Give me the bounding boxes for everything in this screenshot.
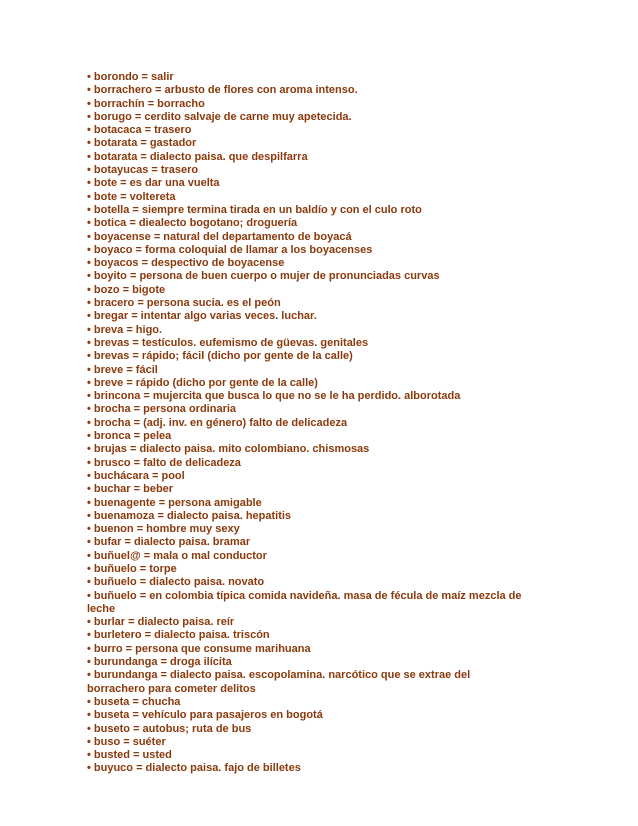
glossary-entry: • buso = suéter (87, 735, 166, 748)
glossary-entry: • buñuelo = torpe (87, 562, 177, 575)
glossary-entry: • boyito = persona de buen cuerpo o mujer de pronunciadas curvas (87, 270, 440, 283)
glossary-entry: • buñuelo = en colombia típica comida navideña. masa de fécula de maíz mezcla de leche (87, 589, 522, 615)
glossary-entry: • breve = fácil (87, 363, 158, 376)
glossary-entry: • botacaca = trasero (87, 124, 192, 137)
glossary-entry: • buenagente = persona amigable (87, 496, 262, 509)
glossary-entry: • borondo = salir (87, 71, 174, 83)
glossary-entry: • bracero = persona sucia. es el peón (87, 297, 281, 310)
glossary-entry: • boyacos = despectivo de boyacense (87, 257, 285, 270)
glossary-entry: • bote = es dar una vuelta (87, 177, 220, 190)
glossary-entry: • botica = diealecto bogotano; droguería (87, 217, 298, 230)
glossary-entry: • brincona = mujercita que busca lo que no se le ha perdido. alborotada (87, 390, 461, 403)
glossary-entry: • buchácara = pool (87, 469, 185, 482)
glossary-entry: • botarata = gastador (87, 137, 197, 150)
glossary-entry: • buseta = vehículo para pasajeros en bogotá (87, 709, 323, 722)
glossary-entry: • borrachín = borracho (87, 97, 205, 110)
glossary-entry: • buñuel@ = mala o mal conductor (87, 549, 267, 562)
glossary-entry: • bregar = intentar algo varias veces. luchar. (87, 310, 317, 323)
glossary-entry: • buñuelo = dialecto paisa. novato (87, 576, 265, 589)
glossary-entry: • botella = siempre termina tirada en un baldío y con el culo roto (87, 203, 422, 216)
glossary-entry: • brevas = testículos. eufemismo de güevas. genitales (87, 336, 369, 349)
glossary-entry: • buseta = chucha (87, 695, 181, 708)
glossary-entry: • brocha = persona ordinaria (87, 403, 237, 416)
glossary-entry: • bronca = pelea (87, 430, 172, 443)
glossary-entry: • buenon = hombre muy sexy (87, 523, 240, 536)
glossary-entry: • burundanga = dialecto paisa. escopolamina. narcótico que se extrae del borrachero para cometer delitos (87, 669, 471, 695)
glossary-entry: • burletero = dialecto paisa. triscón (87, 629, 270, 642)
glossary-entry: • brevas = rápido; fácil (dicho por gente de la calle) (87, 350, 353, 363)
glossary-entry: • buseto = autobus; ruta de bus (87, 722, 252, 735)
glossary-entry: • botarata = dialecto paisa. que despilfarra (87, 150, 308, 163)
glossary-entry: • buenamoza = dialecto paisa. hepatitis (87, 509, 292, 522)
glossary-entry: • breva = higo. (87, 323, 163, 336)
glossary-entry: • brujas = dialecto paisa. mito colombiano. chismosas (87, 443, 370, 456)
glossary-entry: • botayucas = trasero (87, 164, 199, 177)
glossary-entry: • burro = persona que consume marihuana (87, 642, 311, 655)
glossary-entry: • brusco = falto de delicadeza (87, 456, 241, 469)
glossary-entry: • busted = usted (87, 749, 172, 762)
glossary-entry: • borugo = cerdito salvaje de carne muy apetecida. (87, 110, 352, 123)
document-page (87, 71, 527, 776)
glossary-entry: • buyuco = dialecto paisa. fajo de billetes (87, 762, 301, 775)
glossary-entry: • buchar = beber (87, 483, 174, 496)
glossary-entry: • burundanga = droga ilícita (87, 656, 232, 669)
glossary-entry: • brocha = (adj. inv. en género) falto de delicadeza (87, 416, 348, 429)
glossary-entry: • burlar = dialecto paisa. reír (87, 616, 235, 629)
glossary-entry: • boyacense = natural del departamento de boyacá (87, 230, 352, 243)
glossary-list (87, 71, 527, 776)
glossary-entry: • boyaco = forma coloquial de llamar a los boyacenses (87, 243, 373, 256)
glossary-entry: • breve = rápido (dicho por gente de la calle) (87, 376, 318, 389)
glossary-entry: • bufar = dialecto paisa. bramar (87, 536, 251, 549)
glossary-entry: • bozo = bigote (87, 283, 166, 296)
glossary-entry: • borrachero = arbusto de flores con aroma intenso. (87, 84, 358, 97)
glossary-entry: • bote = voltereta (87, 190, 176, 203)
